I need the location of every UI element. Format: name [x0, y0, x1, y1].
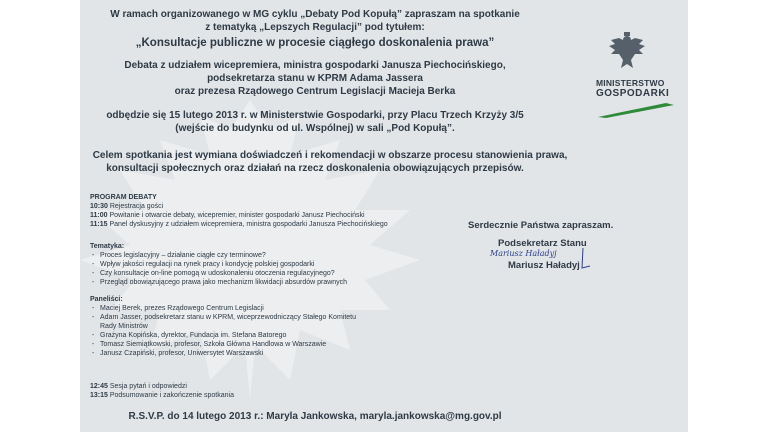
topics-section — [90, 242, 470, 287]
topic-item: - Czy konsultacje on-line pomogą w udoskonaleniu otoczenia regulacyjnego? — [90, 269, 470, 278]
logo-ministerstwo: MINISTERSTWO — [596, 78, 665, 88]
program-item: 10:30 Rejestracja gości — [90, 203, 164, 210]
program-section — [90, 193, 470, 229]
speakers-line-2: podsekretarza stanu w KPRM Adama Jassera — [207, 73, 423, 84]
panelists-section — [90, 295, 470, 358]
program-item: 11:00 Powitanie i otwarcie debaty, wicepremier, minister gospodarki Janusz Piechociński — [90, 212, 365, 219]
intro-line-1: W ramach organizowanego w MG cyklu „Debaty Pod Kopułą” zapraszam na spotkanie — [110, 9, 520, 20]
goal-line-1: Celem spotkania jest wymiana doświadczeń i rekomendacji w obszarze procesu stanowienia prawa, — [92, 150, 568, 161]
program-header: PROGRAM DEBATY — [90, 194, 157, 201]
topics-header: Tematyka: — [90, 243, 125, 250]
program-item: 11:15 Panel dyskusyjny z udziałem wicepremiera, ministra gospodarki Janusza Piechocińskiego — [90, 221, 388, 228]
rsvp-line: R.S.V.P. do 14 lutego 2013 r.: Maryla Jankowska, maryla.jankowska@mg.gov.pl — [128, 411, 502, 422]
venue-line-1: odbędzie się 15 lutego 2013 r. w Ministerstwie Gospodarki, przy Placu Trzech Krzyży 3/5 — [106, 110, 524, 121]
topic-item: - Przegląd obowiązującego prawa jako mechanizm likwidacji absurdów prawnych — [90, 278, 470, 287]
handwritten-signature: Mariusz Haładyj — [490, 249, 557, 258]
speakers-line-1: Debata z udziałem wicepremiera, ministra gospodarki Janusza Piechocińskiego, — [124, 60, 506, 71]
panelist-item: - Maciej Berek, prezes Rządowego Centrum Legislacji — [90, 304, 470, 313]
topic-item: - Wpływ jakości regulacji na rynek pracy i kondycję polskiej gospodarki — [90, 260, 470, 269]
speakers-line-3: oraz prezesa Rządowego Centrum Legislacji Macieja Berka — [174, 86, 456, 97]
panelist-item: - Tomasz Siemiątkowski, profesor, Szkoła Główna Handlowa w Warszawie — [90, 340, 470, 349]
panelist-item-continued: Rady Ministrów — [100, 323, 148, 330]
panelist-item: - Grażyna Kopińska, dyrektor, Fundacja im. Stefana Batorego — [90, 331, 470, 340]
panelist-item: - Janusz Czapiński, profesor, Uniwersytet Warszawski — [90, 349, 470, 358]
logo-swoosh-icon — [596, 101, 676, 119]
panelist-item: - Adam Jasser, podsekretarz stanu w KPRM, wiceprzewodniczący Stałego Komitetu — [90, 313, 470, 322]
panelists-header: Paneliści: — [90, 296, 123, 303]
program-item: 13:15 Podsumowanie i zakończenie spotkania — [90, 392, 234, 399]
intro-line-2: z tematyką „Lepszych Regulacji” pod tytułem: — [205, 22, 425, 33]
eagle-emblem-icon — [607, 30, 647, 74]
logo-gospodarki: GOSPODARKI — [596, 88, 670, 99]
event-title: „Konsultacje publiczne w procesie ciągłego doskonalenia prawa” — [135, 37, 495, 49]
venue-line-2: (wejście do budynku od ul. Wspólnej) w sali „Pod Kopułą”. — [175, 123, 455, 134]
invitation-card — [80, 0, 688, 432]
program-item: 12:45 Sesja pytań i odpowiedzi — [90, 383, 187, 390]
closing-section — [90, 382, 470, 400]
greeting: Serdecznie Państwa zapraszam. — [468, 220, 614, 231]
topic-item: - Proces legislacyjny – działanie ciągłe czy terminowe? — [90, 251, 470, 260]
signer-name: Mariusz Haładyj — [508, 260, 580, 271]
goal-line-2: konsultacji społecznych oraz działań na rzecz doskonalenia obowiązujących przepisów. — [106, 163, 524, 174]
signer-role: Podsekretarz Stanu — [498, 238, 587, 249]
